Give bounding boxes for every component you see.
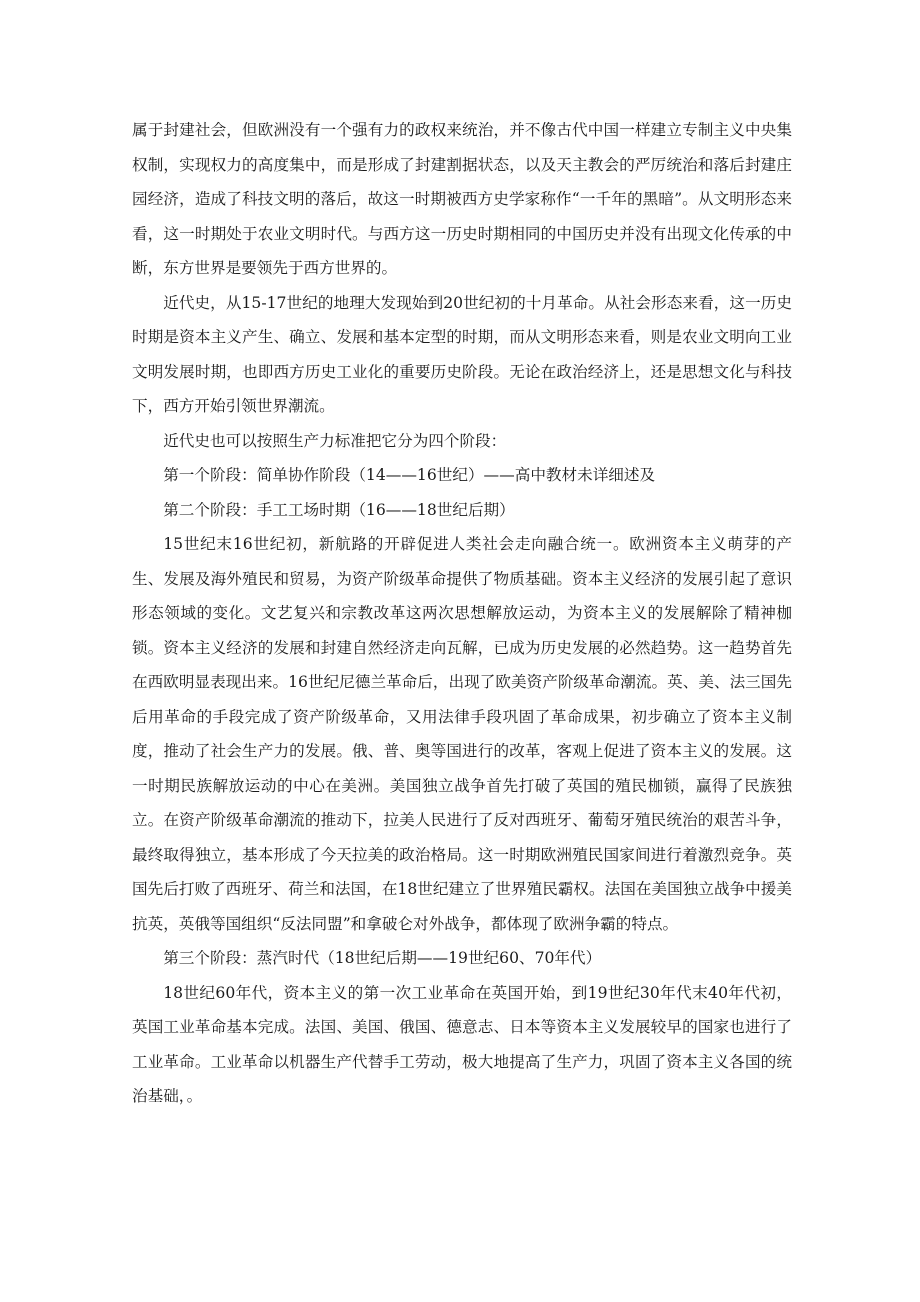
paragraph-8: 18世纪60年代，资本主义的第一次工业革命在英国开始，到19世纪30年代末40年代初，英国工业革命基本完成。法国、美国、俄国、德意志、日本等资本主义发展较早的国家也进行了工业革命。工业革命以机器生产代替手工劳动，极大地提高了生产力，巩固了资本主义各国的统治基础，。 [132,983,792,1105]
paragraph-4: 第一个阶段：简单协作阶段（14——16世纪）——高中教材未详细述及 [163,466,656,484]
paragraph-6: 15世纪末16世纪初，新航路的开辟促进人类社会走向融合统一。欧洲资本主义萌芽的产生、发展及海外殖民和贸易，为资产阶级革命提供了物质基础。资本主义经济的发展引起了意识形态领域的变化。文艺复兴和宗教改革这两次思想解放运动，为资本主义的发展解除了精神枷锁。资本主义经济的发展和封建自然经济走向瓦解，已成为历史发展的必然趋势。这一趋势首先在西欧明显表现出来。16世纪尼德兰革命后，出现了欧美资产阶级革命潮流。英、美、法三国先后用革命的手段完成了资产阶级革命，又用法律手段巩固了革命成果，初步确立了资本主义制度，推动了社会生产力的发展。俄、普、奥等国进行的改革，客观上促进了资本主义的发展。这一时期民族解放运动的中心在美洲。美国独立战争首先打破了英国的殖民枷锁，赢得了民族独立。在资产阶级革命潮流的推动下，拉美人民进行了反对西班牙、葡萄牙殖民统治的艰苦斗争，最终取得独立，基本形成了今天拉美的政治格局。这一时期欧洲殖民国家间进行着激烈竞争。英国先后打败了西班牙、荷兰和法国，在18世纪建立了世界殖民霸权。法国在美国独立战争中援美抗英，英俄等国组织“反法同盟”和拿破仑对外战争，都体现了欧洲争霸的特点。 [132,535,792,933]
paragraph-7: 第三个阶段：蒸汽时代（18世纪后期——19世纪60、70年代） [163,949,602,967]
paragraph-1: 属于封建社会，但欧洲没有一个强有力的政权来统治，并不像古代中国一样建立专制主义中央集权制，实现权力的高度集中，而是形成了封建割据状态，以及天主教会的严厉统治和落后封建庄园经济，造成了科技文明的落后，故这一时期被西方史学家称作“一千年的黑暗”。从文明形态来看，这一时期处于农业文明时代。与西方这一历史时期相同的中国历史并没有出现文化传承的中断，东方世界是要领先于西方世界的。 [132,121,792,277]
paragraph-3: 近代史也可以按照生产力标准把它分为四个阶段： [163,431,507,450]
document-body [132,113,792,1114]
paragraph-2: 近代史，从15-17世纪的地理大发现始到20世纪初的十月革命。从社会形态来看，这一历史时期是资本主义产生、确立、发展和基本定型的时期，而从文明形态来看，则是农业文明向工业文明发展时期，也即西方历史工业化的重要历史阶段。无论在政治经济上，还是思想文化与科技下，西方开始引领世界潮流。 [132,293,792,415]
paragraph-5: 第二个阶段：手工工场时期（16——18世纪后期） [163,500,515,519]
